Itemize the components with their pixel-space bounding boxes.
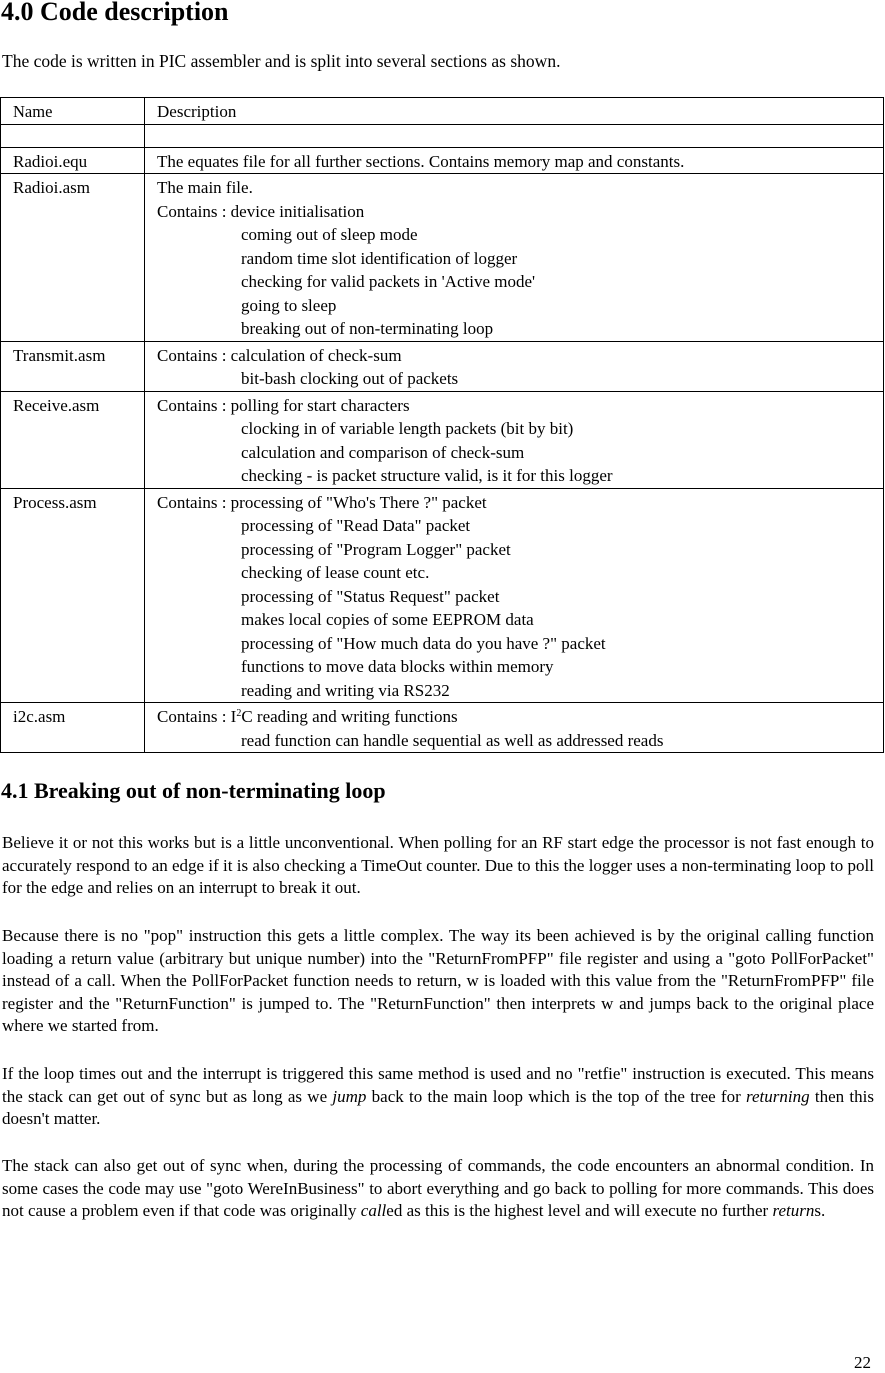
- text: s.: [814, 1201, 826, 1220]
- paragraph-4: [2, 1155, 874, 1223]
- description-line: The main file.: [157, 178, 253, 197]
- description-line: clocking in of variable length packets (bit by bit): [241, 419, 574, 438]
- paragraph-2: Because there is no "pop" instruction this gets a little complex. The way its been achieved is by the original calling function loading a return value (arbitrary but unique number) into the "ReturnFromPFP" file register and using a "goto PollForPacket" instead of a call. When the PollForPacket function needs to return, w is loaded with this value from the "ReturnFromPFP" file register and the "ReturnFunction" is jumped to. The "ReturnFunction" then interprets w and jumps back to the original place where we started from.: [2, 926, 874, 1035]
- description-line: reading and writing via RS232: [241, 680, 450, 700]
- description-line: processing of "Read Data" packet: [241, 516, 471, 535]
- description-line: processing of "How much data do you have ?" packet: [241, 633, 606, 653]
- description-line: calculation and comparison of check-sum: [241, 442, 525, 462]
- table-row: [1, 174, 884, 342]
- line-text: Contains : I: [157, 707, 237, 726]
- description-line: random time slot identification of logger: [241, 248, 518, 268]
- description-line: coming out of sleep mode: [241, 225, 418, 244]
- table-row: [1, 703, 884, 753]
- description-line: makes local copies of some EEPROM data: [241, 610, 534, 629]
- text: ed as this is the highest level and will execute no further: [386, 1201, 773, 1220]
- table-header-row: [1, 98, 884, 125]
- file-description: [145, 174, 884, 342]
- table-row: [1, 341, 884, 391]
- description-line: Contains : processing of "Who's There ?" packet: [157, 492, 487, 512]
- line-text: C reading and writing functions: [241, 707, 458, 726]
- file-name: Radioi.equ: [1, 147, 145, 174]
- file-description: [145, 391, 884, 488]
- description-line: Contains : calculation of check-sum: [157, 345, 402, 365]
- description-line: checking for valid packets in 'Active mode': [241, 272, 536, 291]
- header-description: Description: [145, 98, 884, 125]
- description-line: breaking out of non-terminating loop: [241, 319, 494, 338]
- file-description: [145, 703, 884, 753]
- description-line: The equates file for all further sections. Contains memory map and constants.: [157, 151, 685, 171]
- description-line: checking of lease count etc.: [241, 563, 430, 582]
- description-line: read function can handle sequential as well as addressed reads: [241, 730, 664, 750]
- description-line: processing of "Status Request" packet: [241, 586, 500, 606]
- description-line: going to sleep: [241, 295, 337, 315]
- emphasis: return: [772, 1201, 815, 1220]
- text: back to the main loop which is the top of the tree for: [366, 1086, 747, 1106]
- code-sections-table: [0, 97, 884, 753]
- description-line: bit-bash clocking out of packets: [241, 369, 459, 388]
- file-description: [145, 488, 884, 703]
- header-name: Name: [1, 98, 145, 125]
- table-row: [1, 488, 884, 703]
- file-name: Process.asm: [1, 488, 145, 703]
- subsection-title: 4.1 Breaking out of non-terminating loop: [1, 778, 386, 803]
- emphasis: jump: [332, 1086, 367, 1106]
- description-line: checking - is packet structure valid, is it for this logger: [241, 466, 613, 485]
- file-name: Transmit.asm: [1, 341, 145, 391]
- description-line: [157, 705, 883, 729]
- file-description: [145, 147, 884, 174]
- table-row-empty: [1, 124, 884, 147]
- text: then this doesn't matter.: [2, 1086, 874, 1128]
- paragraph-3: [2, 1063, 874, 1131]
- section-intro: The code is written in PIC assembler and is split into several sections as shown.: [2, 51, 561, 71]
- file-name: Receive.asm: [1, 391, 145, 488]
- description-line: Contains : polling for start characters: [157, 395, 410, 415]
- text: The stack can also get out of sync when, during the processing of commands, the code encounters an abnormal condition. In some cases the code may use "goto WereInBusiness" to abort everything and go back to polling for more commands. This does not cause a problem even if that code was originally: [2, 1156, 874, 1220]
- emphasis: returning: [746, 1086, 810, 1106]
- description-line: processing of "Program Logger" packet: [241, 539, 511, 559]
- file-name: Radioi.asm: [1, 174, 145, 342]
- paragraph-1: Believe it or not this works but is a little unconventional. When polling for an RF start edge the processor is not fast enough to accurately respond to an edge if it is also checking a TimeOut counter. Due to this the logger uses a non-terminating loop to poll for the edge and relies on an interrupt to break it out.: [2, 833, 874, 897]
- file-description: [145, 341, 884, 391]
- section-title: 4.0 Code description: [1, 0, 229, 26]
- description-line: Contains : device initialisation: [157, 201, 365, 221]
- page-number: 22: [854, 1353, 871, 1372]
- superscript: 2: [236, 708, 242, 719]
- table-row: [1, 391, 884, 488]
- emphasis: call: [360, 1201, 387, 1220]
- table-row: [1, 147, 884, 174]
- description-line: functions to move data blocks within memory: [241, 657, 554, 676]
- file-name: i2c.asm: [1, 703, 145, 753]
- text: If the loop times out and the interrupt is triggered this same method is used and no "retfie" instruction is executed. This means the stack can get out of sync but as long as we: [2, 1064, 874, 1106]
